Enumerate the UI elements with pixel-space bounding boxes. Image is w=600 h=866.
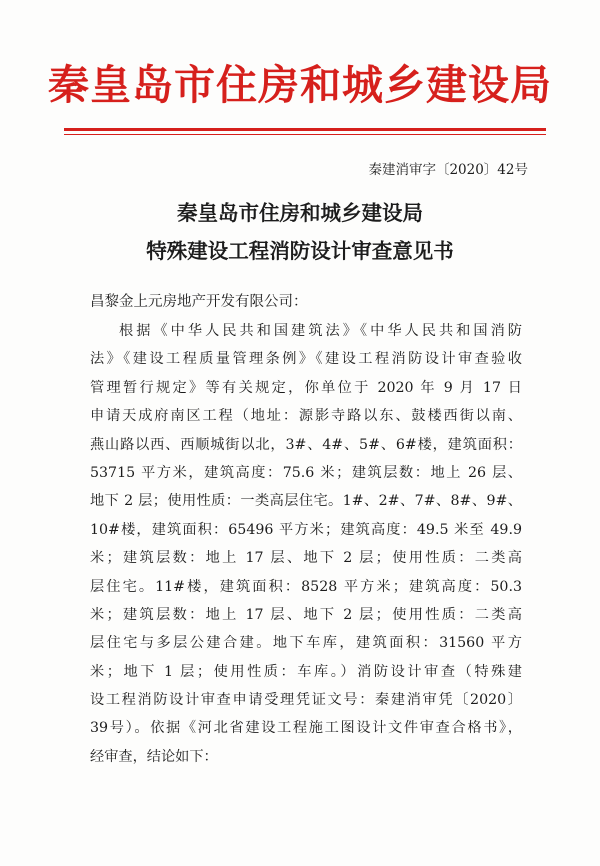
body-line: 根据《中华人民共和国建筑法》《中华人民共和国消防 <box>119 323 522 339</box>
body-line: 层住宅。11#楼，建筑面积：8528 平方米；建筑高度：50.3 <box>90 578 522 595</box>
body-line: 管理暂行规定》等有关规定，你单位于 2020 年 9 月 17 日 <box>90 379 522 396</box>
body-text <box>90 317 522 771</box>
body-line: 53715 平方米，建筑高度：75.6 米；建筑层数：地上 26 层、 <box>90 464 522 481</box>
masthead-title: 秦皇岛市住房和城乡建设局 <box>48 61 552 109</box>
addressee: 昌黎金上元房地产开发有限公司： <box>90 294 308 310</box>
body-line: 燕山路以西、西顺城街以北，3#、4#、5#、6#楼，建筑面积： <box>90 436 522 453</box>
body-line: 层住宅与多层公建合建。地下车库，建筑面积：31560 平方 <box>90 635 522 652</box>
body-line: 39号）。依据《河北省建设工程施工图设计文件审查合格书》， <box>90 720 522 737</box>
body-line: 10#楼，建筑面积：65496 平方米；建筑高度：49.5 米至 49.9 <box>90 521 522 538</box>
body-line: 米；地下 1 层；使用性质：车库。）消防设计审查（特殊建 <box>90 663 522 680</box>
document-number: 秦建消审字〔2020〕42号 <box>368 162 528 178</box>
document-title-line1: 秦皇岛市住房和城乡建设局 <box>177 201 423 225</box>
masthead-rule-thick <box>64 128 546 131</box>
body-line: 米；建筑层数：地上 17 层、地下 2 层；使用性质：二类高 <box>90 550 522 567</box>
body-line: 法》《建设工程质量管理条例》《建设工程消防设计审查验收 <box>90 351 522 368</box>
body-line: 米；建筑层数：地上 17 层、地下 2 层；使用性质：二类高 <box>90 606 522 623</box>
body-line: 申请天成府南区工程（地址：源影寺路以东、鼓楼西街以南、 <box>90 408 522 425</box>
masthead-rule-thin <box>64 134 546 135</box>
document-title-line2: 特殊建设工程消防设计审查意见书 <box>146 239 454 263</box>
body-line: 地下 2 层；使用性质：一类高层住宅。1#、2#、7#、8#、9#、 <box>90 493 522 510</box>
body-line: 经审查，结论如下： <box>90 748 218 765</box>
body-line: 设工程消防设计审查申请受理凭证文号：秦建消审凭〔2020〕 <box>90 692 522 709</box>
